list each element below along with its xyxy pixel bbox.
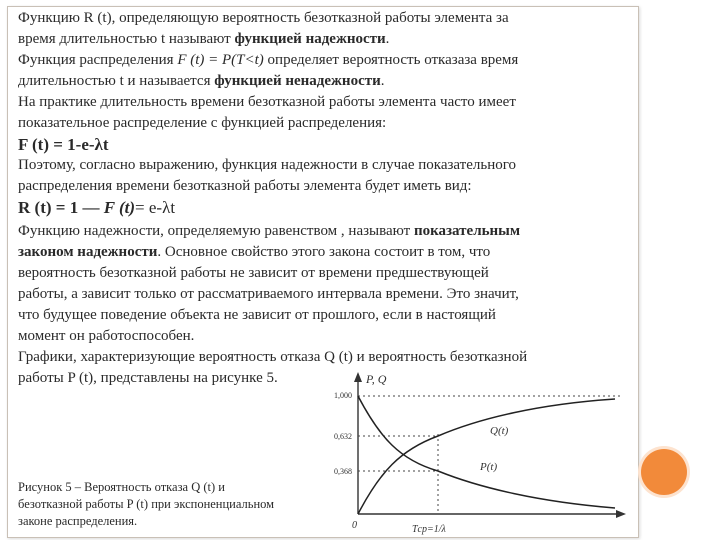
text-line-5: На практике длительность времени безотказной работы элемента часто имеет xyxy=(18,94,516,110)
text-line-15: что будущее поведение объекта не зависит от прошлого, если в настоящий xyxy=(18,307,496,323)
text-line-1: Функцию R (t), определяющую вероятность безотказной работы элемента за xyxy=(18,10,509,26)
term-reliability-law: законом надежности xyxy=(18,244,158,260)
text-line-18: работы P (t), представлены на рисунке 5. xyxy=(18,370,278,386)
tick-label-368: 0,368 xyxy=(334,467,352,476)
text-line-16: момент он работоспособен. xyxy=(18,328,195,344)
text-line-11: Функцию надежности, определяемую равенством , называют показательным xyxy=(18,223,521,239)
formula-F: F (t) = 1-e-λt xyxy=(18,135,109,154)
text-line-6: показательное распределение с функцией распределения: xyxy=(18,115,387,131)
figure-caption-line-1: Рисунок 5 – Вероятность отказа Q (t) и xyxy=(18,480,225,494)
text-line-2: время длительностью t называют функцией надежности. xyxy=(18,31,390,47)
q-curve xyxy=(358,399,615,514)
text-line-17: Графики, характеризующие вероятность отказа Q (t) и вероятность безотказной xyxy=(18,349,528,365)
formula-distribution: F (t) = P(T<t) xyxy=(177,52,264,68)
text-line-12: законом надежности. Основное свойство этого закона состоит в том, что xyxy=(18,244,491,260)
term-unreliability-function: функцией ненадежности xyxy=(214,73,381,89)
y-axis-arrow xyxy=(354,372,362,382)
text-line-13: вероятность безотказной работы не зависит от времени предшествующей xyxy=(18,265,489,281)
text-line-4: длительностью t и называется функцией ненадежности. xyxy=(18,73,385,89)
tick-label-1000: 1,000 xyxy=(334,391,352,400)
p-curve-label: P(t) xyxy=(480,461,498,473)
figure-caption-line-2: безотказной работы P (t) при экспоненциальном xyxy=(18,497,275,511)
formula-R: R (t) = 1 — F (t)= e-λt xyxy=(18,198,176,217)
y-axis-label: P, Q xyxy=(366,372,387,386)
term-reliability-function: функцией надежности xyxy=(234,31,386,47)
x-axis-arrow xyxy=(616,510,626,518)
figure-caption-line-3: законе распределения. xyxy=(18,514,138,528)
term-exponential: показательным xyxy=(413,223,521,239)
text-line-9: распределения времени безотказной работы элемента будет иметь вид: xyxy=(18,178,472,194)
x-axis-label: Tср=1/λ xyxy=(412,524,446,535)
origin-label: 0 xyxy=(352,520,357,531)
text-line-8: Поэтому, согласно выражению, функция надежности в случае показательного xyxy=(18,157,517,173)
text-line-3: Функция распределения F (t) = P(T<t) определяет вероятность отказаза время xyxy=(18,52,519,68)
text-line-14: работы, а зависит только от рассматриваемого интервала времени. Это значит, xyxy=(18,286,519,302)
q-curve-label: Q(t) xyxy=(490,425,509,437)
figure-5-graph xyxy=(330,372,630,538)
tick-label-632: 0,632 xyxy=(334,432,352,441)
decorative-orange-circle xyxy=(641,449,687,495)
p-curve xyxy=(358,396,615,508)
